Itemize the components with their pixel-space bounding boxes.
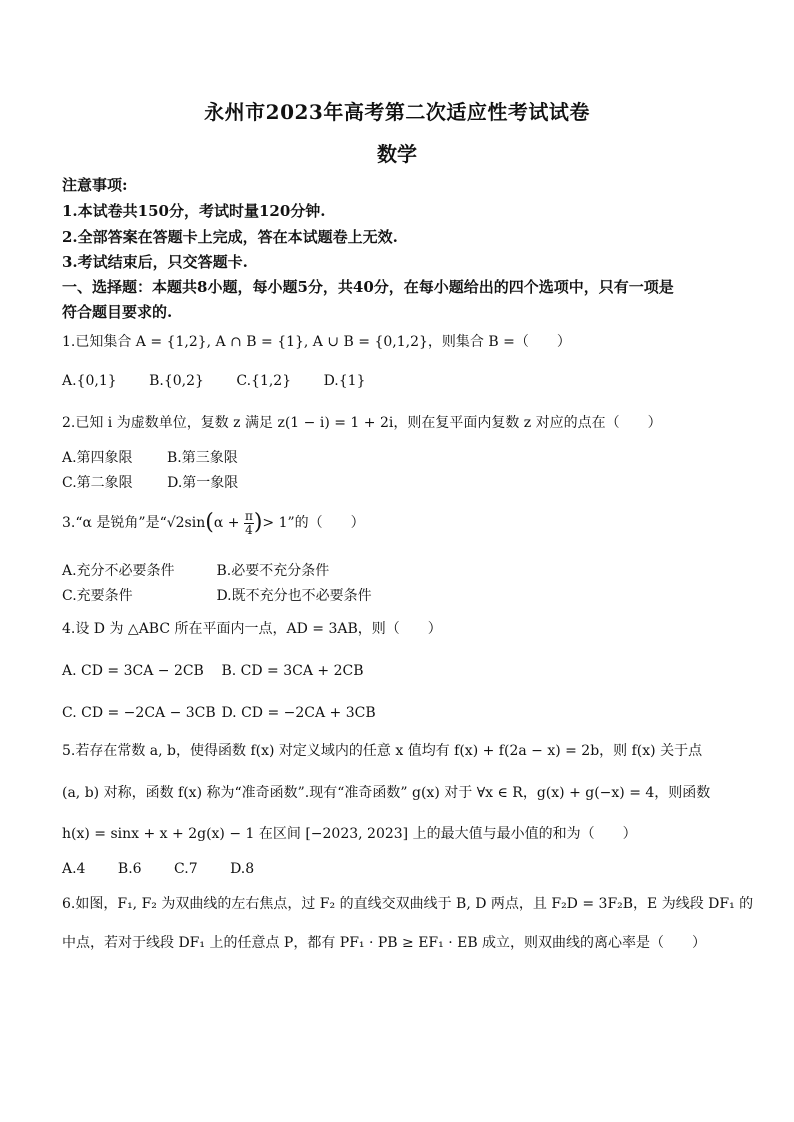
question-2-options-row1 bbox=[62, 449, 266, 467]
question-1-option-c: C.{1,2} bbox=[236, 373, 292, 389]
note-item-2: 2.全部答案在答题卡上完成，答在本试题卷上无效. bbox=[62, 228, 398, 246]
section-1-intro-line2: 符合题目要求的. bbox=[62, 303, 173, 321]
question-2-option-a: A.第四象限 bbox=[62, 450, 133, 466]
question-4-option-a: A. CD = 3CA − 2CB bbox=[62, 663, 204, 679]
question-1-option-a: A.{0,1} bbox=[62, 373, 117, 389]
question-5-option-c: C.7 bbox=[174, 861, 198, 877]
question-3-stem-part-a: 3.“α 是锐角”是“√2sin bbox=[62, 515, 206, 531]
question-1-option-b: B.{0,2} bbox=[149, 373, 204, 389]
notes-heading: 注意事项: bbox=[62, 176, 128, 194]
fraction-denominator: 4 bbox=[245, 522, 253, 537]
question-5-options bbox=[62, 860, 282, 878]
question-5-line1: 5.若存在常数 a, b，使得函数 f(x) 对定义域内的任意 x 值均有 f(x) + f(2a − x) = 2b，则 f(x) 关于点 bbox=[62, 743, 703, 759]
question-2-options-row2 bbox=[62, 474, 266, 492]
question-4-option-d: D. CD = −2CA + 3CB bbox=[221, 705, 376, 721]
question-5-line3: h(x) = sinx + x + 2g(x) − 1 在区间 [−2023, 2023] 上的最大值与最小值的和为（ ） bbox=[62, 826, 637, 842]
question-2-option-d: D.第一象限 bbox=[167, 475, 239, 491]
question-4-options-row2 bbox=[62, 704, 404, 722]
question-3-option-a: A.充分不必要条件 bbox=[62, 563, 175, 579]
question-4-stem: 4.设 D 为 △ABC 所在平面内一点，AD = 3AB，则（ ） bbox=[62, 621, 442, 637]
exam-subject: 数学 bbox=[377, 142, 417, 166]
question-5-option-a: A.4 bbox=[62, 861, 86, 877]
question-2-stem: 2.已知 i 为虚数单位，复数 z 满足 z(1 − i) = 1 + 2i，则在复平面内复数 z 对应的点在（ ） bbox=[62, 415, 662, 431]
question-3-stem-part-c: > 1”的（ ） bbox=[262, 515, 365, 531]
question-6-line2: 中点，若对于线段 DF₁ 上的任意点 P，都有 PF₁ · PB ≥ EF₁ · EB 成立，则双曲线的离心率是（ ） bbox=[62, 935, 707, 951]
question-3-stem-part-b: α + bbox=[213, 515, 244, 531]
left-paren-glyph: ( bbox=[205, 510, 214, 535]
question-1-options bbox=[62, 372, 393, 390]
right-paren-glyph: ) bbox=[253, 510, 263, 535]
question-4-option-c: C. CD = −2CA − 3CB bbox=[62, 705, 216, 721]
fraction-pi-over-4 bbox=[244, 510, 254, 537]
question-3-option-d: D.既不充分也不必要条件 bbox=[216, 588, 372, 604]
exam-title: 永州市2023年高考第二次适应性考试试卷 bbox=[204, 100, 590, 124]
question-3-stem bbox=[62, 506, 365, 540]
question-5-option-d: D.8 bbox=[230, 861, 255, 877]
question-2-option-c: C.第二象限 bbox=[62, 475, 133, 491]
question-4-option-b: B. CD = 3CA + 2CB bbox=[221, 663, 364, 679]
section-1-intro-line1: 一、选择题：本题共8小题，每小题5分，共40分，在每小题给出的四个选项中，只有一项是 bbox=[62, 278, 674, 296]
note-item-3: 3.考试结束后，只交答题卡. bbox=[62, 253, 248, 271]
question-5-option-b: B.6 bbox=[117, 861, 142, 877]
question-3-options-row2 bbox=[62, 587, 400, 605]
question-5-line2: (a, b) 对称，函数 f(x) 称为“准奇函数”.现有“准奇函数” g(x) 对于 ∀x ∈ R，g(x) + g(−x) = 4，则函数 bbox=[62, 785, 711, 801]
question-1-option-d: D.{1} bbox=[323, 373, 366, 389]
question-6-line1: 6.如图，F₁, F₂ 为双曲线的左右焦点，过 F₂ 的直线交双曲线于 B, D 两点，且 F₂D = 3F₂B，E 为线段 DF₁ 的 bbox=[62, 896, 754, 912]
fraction-numerator: π bbox=[244, 508, 253, 523]
question-3-options-row1 bbox=[62, 562, 357, 580]
note-item-1: 1.本试卷共150分，考试时量120分钟. bbox=[62, 202, 326, 220]
question-2-option-b: B.第三象限 bbox=[167, 450, 238, 466]
question-4-options-row1 bbox=[62, 662, 391, 680]
question-1-stem: 1.已知集合 A = {1,2}, A ∩ B = {1}, A ∪ B = {0,1,2}，则集合 B =（ ） bbox=[62, 334, 571, 350]
question-3-option-b: B.必要不充分条件 bbox=[216, 563, 330, 579]
question-3-option-c: C.充要条件 bbox=[62, 588, 133, 604]
